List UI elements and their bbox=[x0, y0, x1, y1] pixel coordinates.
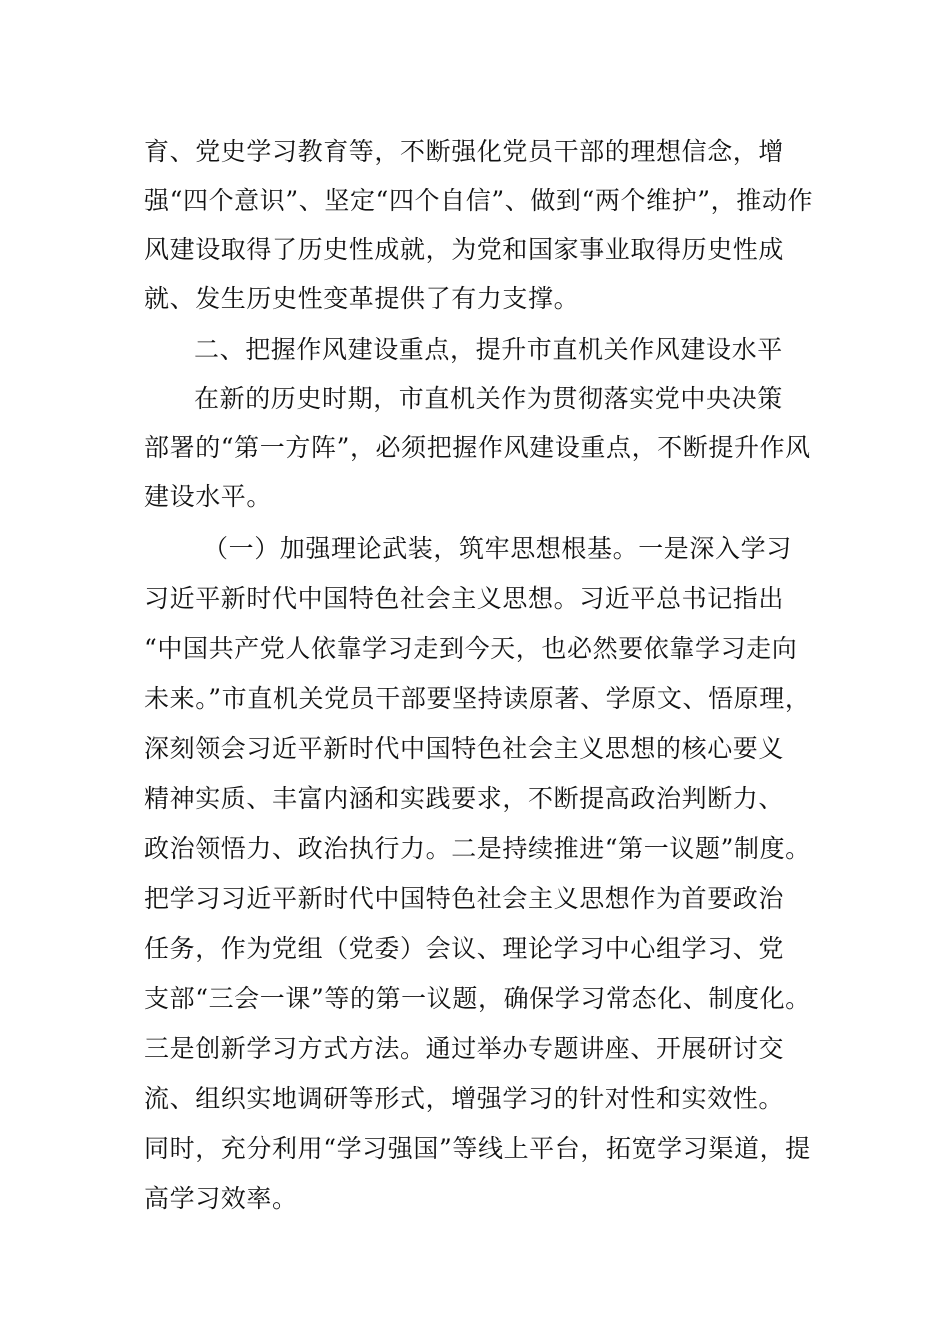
text-line: 把学习习近平新时代中国特色社会主义思想作为首要政治 bbox=[144, 884, 785, 913]
text-line: 就、发生历史性变革提供了有力支撑。 bbox=[144, 284, 580, 313]
text-line: “中国共产党人依靠学习走到今天，也必然要依靠学习走向 bbox=[144, 634, 798, 663]
text-line: 流、组织实地调研等形式，增强学习的针对性和实效性。 bbox=[144, 1084, 785, 1113]
text-line: 未来。”市直机关党员干部要坚持读原著、学原文、悟原理， bbox=[144, 684, 811, 713]
text-line: 精神实质、丰富内涵和实践要求，不断提高政治判断力、 bbox=[144, 784, 785, 813]
text-line: 建设水平。 bbox=[144, 482, 273, 511]
text-line: 习近平新时代中国特色社会主义思想。习近平总书记指出 bbox=[144, 584, 785, 613]
text-line: 育、党史学习教育等，不断强化党员干部的理想信念，增 bbox=[144, 137, 785, 166]
text-line: 三是创新学习方式方法。通过举办专题讲座、开展研讨交 bbox=[144, 1034, 785, 1063]
text-line: 同时，充分利用“学习强国”等线上平台，拓宽学习渠道，提 bbox=[144, 1134, 811, 1163]
text-line: 支部“三会一课”等的第一议题，确保学习常态化、制度化。 bbox=[144, 984, 811, 1013]
text-line: 任务，作为党组（党委）会议、理论学习中心组学习、党 bbox=[144, 934, 785, 963]
text-line: 部署的“第一方阵”，必须把握作风建设重点，不断提升作风 bbox=[144, 433, 811, 462]
text-line: 风建设取得了历史性成就，为党和国家事业取得历史性成 bbox=[144, 235, 785, 264]
text-line: 强“四个意识”、坚定“四个自信”、做到“两个维护”，推动作 bbox=[144, 186, 814, 215]
text-line: 深刻领会习近平新时代中国特色社会主义思想的核心要义 bbox=[144, 734, 785, 763]
subsection-heading: （一）加强理论武装，筑牢思想根基。一是深入学习 bbox=[203, 534, 792, 563]
section-heading: 二、把握作风建设重点，提升市直机关作风建设水平 bbox=[194, 335, 783, 364]
text-line: 在新的历史时期，市直机关作为贯彻落实党中央决策 bbox=[194, 384, 783, 413]
text-line: 高学习效率。 bbox=[144, 1184, 298, 1213]
text-line: 政治领悟力、政治执行力。二是持续推进“第一议题”制度。 bbox=[144, 834, 811, 863]
